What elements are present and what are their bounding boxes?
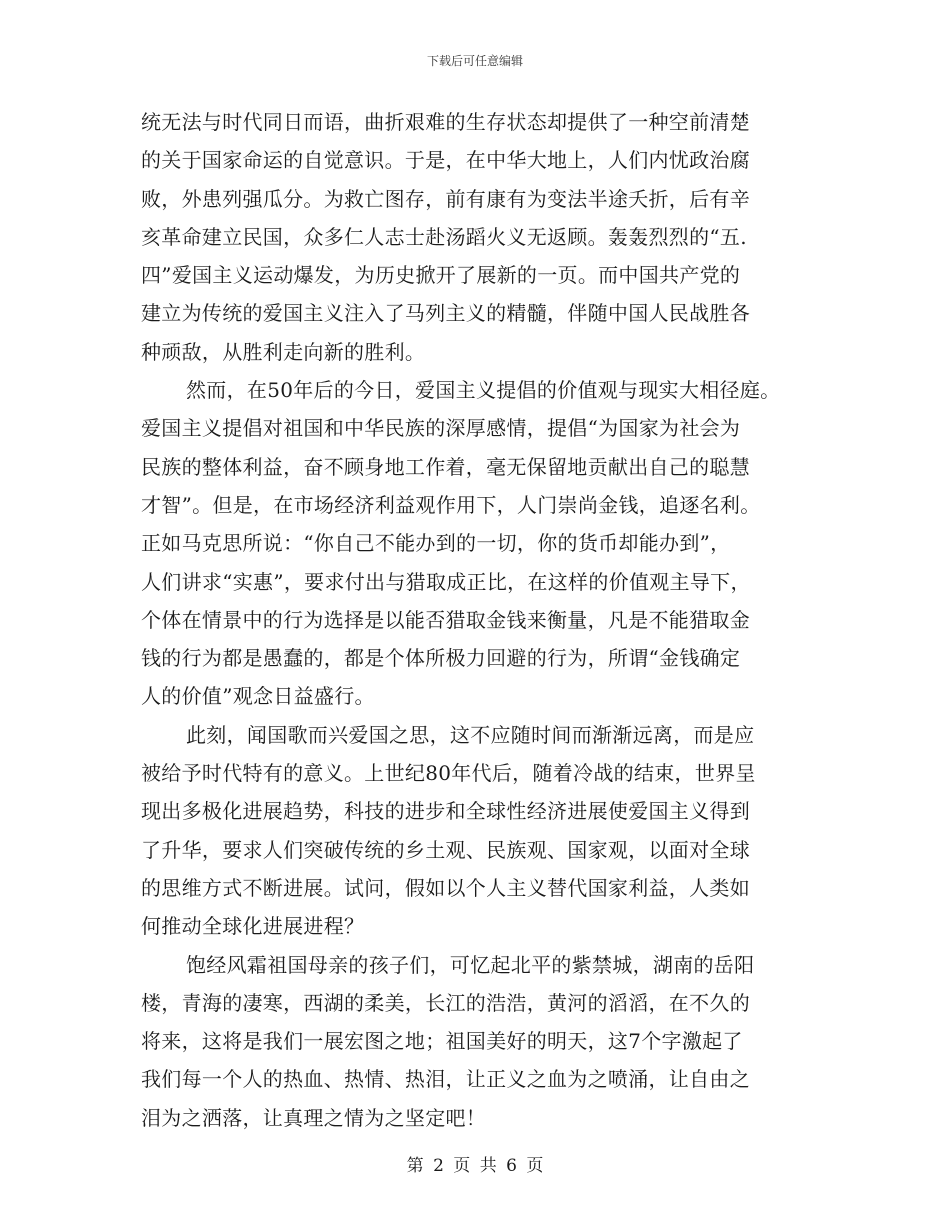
text-line: 的思维方式不断进展。试问，假如以个人主义替代国家利益，人类如 [141,875,750,900]
page-header-note: 下载后可任意编辑 [426,54,523,68]
text-line: 被给予时代特有的意义。上世纪80年代后，随着冷战的结束，世界呈 [141,761,756,786]
text-line: 才智”。但是，在市场经济利益观作用下，人门崇尚金钱，追逐名利。 [141,492,761,517]
page-number-footer: 第 2 页 共 6 页 [406,1156,544,1176]
text-line: 四”爱国主义运动爆发，为历史掀开了展新的一页。而中国共产党的 [141,263,741,288]
text-line: 现出多极化进展趋势，科技的进步和全球性经济进展使爱国主义得到 [141,799,750,824]
paragraph-first-line: 然而，在50年后的今日，爱国主义提倡的价值观与现实大相径庭。 [186,378,781,403]
paragraph-first-line: 此刻，闻国歌而兴爱国之思，这不应随时间而渐渐远离，而是应 [186,722,755,747]
text-line: 亥革命建立民国，众多仁人志士赴汤蹈火义无返顾。轰轰烈烈的“五. [141,224,747,249]
text-line: 的关于国家命运的自觉意识。于是，在中华大地上，人们内忧政治腐 [141,148,750,173]
text-line: 爱国主义提倡对祖国和中华民族的深厚感情，提倡“为国家为社会为 [141,416,741,441]
text-line: 人的价值”观念日益盛行。 [141,684,375,709]
text-line: 种顽敌，从胜利走向新的胜利。 [141,339,426,364]
document-body [141,103,821,1137]
text-line: 泪为之洒落，让真理之情为之坚定吧！ [141,1105,487,1130]
text-line: 将来，这将是我们一展宏图之地；祖国美好的明天，这7个字激起了 [141,1029,743,1054]
text-line: 正如马克思所说：“你自己不能办到的一切，你的货币却能办到”， [141,531,731,556]
text-line: 个体在情景中的行为选择是以能否猎取金钱来衡量，凡是不能猎取金 [141,607,750,632]
text-line: 建立为传统的爱国主义注入了马列主义的精髓，伴随中国人民战胜各 [141,301,750,326]
text-line: 钱的行为都是愚蠢的，都是个体所极力回避的行为，所谓“金钱确定 [141,646,741,671]
text-line: 我们每一个人的热血、热情、热泪，让正义之血为之喷涌，让自由之 [141,1067,750,1092]
paragraph-first-line: 饱经风霜祖国母亲的孩子们，可忆起北平的紫禁城，湖南的岳阳 [186,952,755,977]
text-line: 民族的整体利益，奋不顾身地工作着，毫无保留地贡献出自己的聪慧 [141,454,750,479]
text-line: 何推动全球化进展进程？ [141,914,365,939]
text-line: 统无法与时代同日而语，曲折艰难的生存状态却提供了一种空前清楚 [141,110,750,134]
text-line: 了升华，要求人们突破传统的乡土观、民族观、国家观，以面对全球 [141,837,750,862]
text-line: 楼，青海的凄寒，西湖的柔美，长江的浩浩，黄河的滔滔，在不久的 [141,990,750,1015]
text-line: 败，外患列强瓜分。为救亡图存，前有康有为变法半途夭折，后有辛 [141,186,750,211]
text-line: 人们讲求“实惠”，要求付出与猎取成正比，在这样的价值观主导下， [141,569,751,594]
